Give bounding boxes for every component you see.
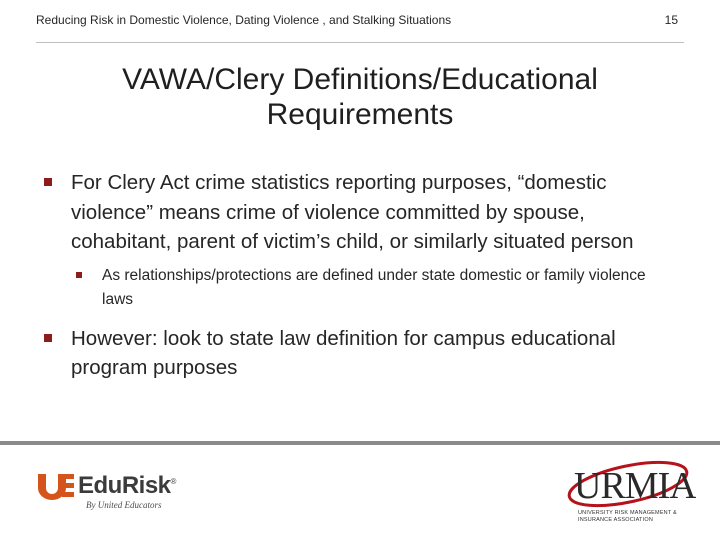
sub-bullet-item [44, 264, 680, 312]
header-divider [36, 42, 684, 43]
slide-title: VAWA/Clery Definitions/Educational Requirements [122, 63, 598, 131]
bullet-item [44, 324, 680, 383]
bullet-item [44, 168, 680, 257]
square-bullet-icon [44, 334, 52, 342]
edurisk-logo [36, 470, 196, 520]
header-title: Reducing Risk in Domestic Violence, Dating Violence , and Stalking Situations [36, 13, 452, 27]
urmia-full-name: UNIVERSITY RISK MANAGEMENT & INSURANCE ASSOCIATION [578, 510, 677, 523]
square-bullet-icon [76, 272, 82, 278]
bullet-list [44, 168, 680, 383]
bullet-text: However: look to state law definition for campus educational program purposes [71, 326, 616, 379]
sub-bullet-text: As relationships/protections are defined under state domestic or family violence laws [102, 266, 646, 308]
footer-divider [0, 441, 720, 445]
svg-text:URMIA: URMIA [574, 465, 696, 507]
edurisk-wordmark: EduRisk® [78, 472, 176, 499]
edurisk-tagline: By United Educators [86, 500, 162, 510]
square-bullet-icon [44, 178, 52, 186]
urmia-wordmark-icon [556, 452, 696, 512]
bullet-text: For Clery Act crime statistics reporting purposes, “domestic violence” means crime of violence committed by spouse, cohabitant, parent of victim’s child, or similarly situated person [71, 171, 634, 253]
ue-logo-mark-icon [36, 472, 76, 500]
urmia-logo [556, 452, 696, 532]
page-number: 15 [664, 13, 678, 27]
